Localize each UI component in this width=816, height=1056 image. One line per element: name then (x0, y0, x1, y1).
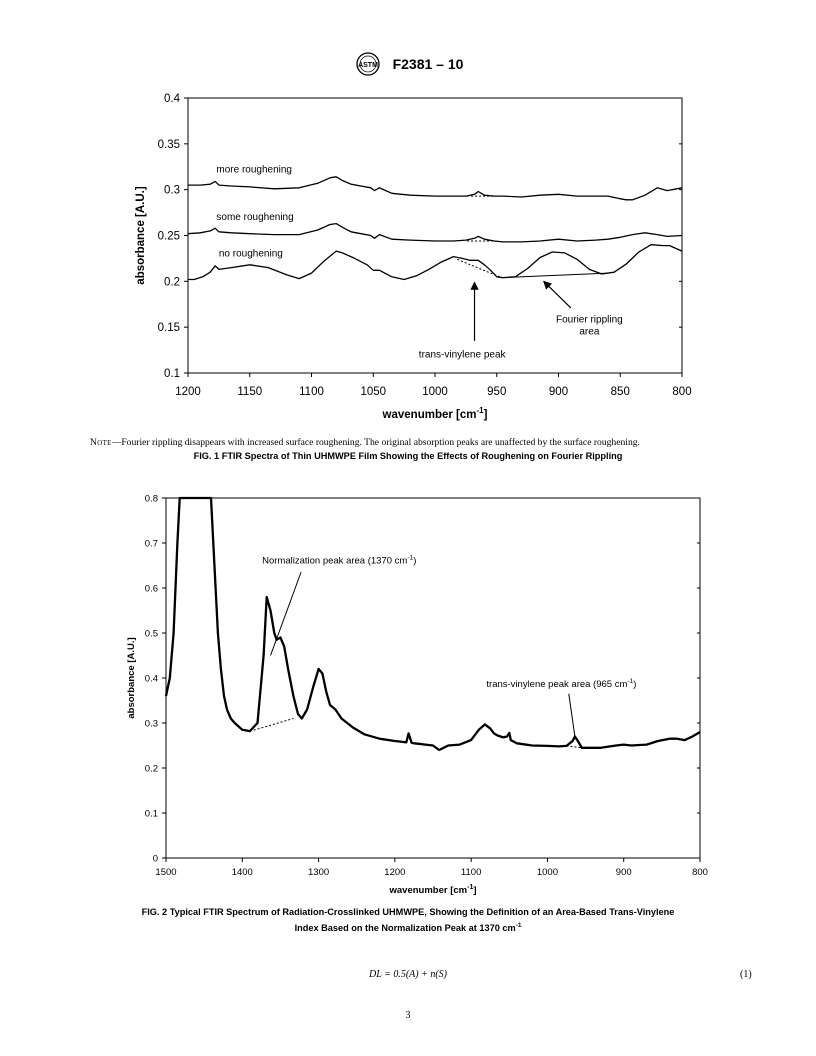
series-line-1 (188, 177, 682, 200)
page-header (0, 52, 816, 76)
y-tick-label: 0.1 (164, 368, 180, 381)
leader-trans-vinylene (569, 694, 575, 737)
y-tick-label: 0.25 (157, 230, 180, 243)
x-tick-label: 1100 (460, 867, 482, 878)
x-tick-label: 1200 (384, 867, 406, 878)
figure2-chart (120, 490, 720, 900)
dashed-baseline (457, 259, 501, 277)
x-tick-label: 1500 (155, 867, 177, 878)
label-no-roughening: no roughening (218, 248, 283, 260)
x-tick-label: 1400 (231, 867, 253, 878)
figure2-caption-line2: Index Based on the Normalization Peak at 1370 cm (294, 923, 516, 934)
y-tick-label: 0.2 (164, 276, 180, 289)
series-line-1 (166, 498, 700, 750)
dashed-baseline-trans (567, 746, 582, 748)
label-some-roughening: some roughening (216, 211, 294, 223)
note-label: Note (90, 437, 112, 448)
y-tick-label: 0.3 (164, 184, 180, 197)
x-tick-label: 1300 (308, 867, 330, 878)
label-more-roughening: more roughening (216, 164, 293, 176)
y-tick-label: 0.3 (144, 718, 158, 730)
y-tick-label: 0.35 (157, 138, 180, 151)
x-tick-label: 1050 (360, 386, 387, 398)
label-trans-vinylene-peak: trans-vinylene peak (418, 349, 506, 361)
y-tick-label: 0.6 (144, 583, 158, 595)
series-line-2 (188, 224, 682, 242)
plot-frame (188, 98, 682, 373)
x-tick-label: 900 (615, 867, 632, 878)
figure2-x-axis-label: wavenumber $[cm^{-1}]$ (389, 884, 477, 896)
equation: DL = 0.5(A) + n(S) (368, 969, 448, 980)
figure2-series (166, 498, 700, 750)
figure2-axes (166, 498, 700, 858)
equation-number: (1) (740, 969, 752, 980)
y-tick-label: 0.8 (144, 493, 158, 505)
y-tick-label: 0.7 (144, 538, 158, 550)
label-normalization-peak-area: Normalization peak area (1370 $cm^{-1}$) (262, 554, 417, 567)
x-tick-label: 800 (692, 867, 708, 878)
figure1-note (90, 437, 750, 448)
x-tick-label: 1100 (299, 386, 324, 398)
astm-logo (353, 52, 383, 76)
y-tick-label: 0.1 (144, 808, 158, 820)
dashed-baseline-normalization (254, 719, 294, 731)
figure1-annotations (216, 164, 622, 360)
y-tick-label: 0.5 (144, 628, 158, 640)
document-id: F2381 – 10 (392, 56, 464, 72)
figure1-x-axis-label: wavenumber $[cm^{-1}]$ (382, 406, 488, 421)
leader-normalization (271, 572, 302, 655)
y-tick-label: 0.4 (144, 673, 158, 685)
x-tick-label: 800 (672, 386, 692, 398)
figure2-caption-line1: FIG. 2 Typical FTIR Spectrum of Radiation-Crosslinked UHMWPE, Showing the Definition of an Area-Based Trans-Vinylene (141, 907, 675, 917)
label-fourier-rippling-line1: Fourier rippling (556, 314, 623, 326)
x-tick-label: 1200 (175, 386, 201, 398)
figure1-axes (188, 98, 682, 373)
label-fourier-rippling-line2: area (579, 326, 600, 338)
x-tick-label: 900 (548, 386, 569, 398)
page-number: 3 (405, 1010, 411, 1021)
plot-frame (166, 498, 700, 858)
x-tick-label: 1000 (422, 386, 448, 398)
figure2-caption-sup: -1 (515, 922, 522, 929)
figure1-series (188, 177, 682, 280)
figure1-caption: FIG. 1 FTIR Spectra of Thin UHMWPE Film Showing the Effects of Roughening on Fourier Rippling (193, 451, 623, 461)
x-tick-label: 850 (610, 386, 630, 398)
y-tick-label: 0 (152, 853, 158, 865)
x-tick-label: 950 (487, 386, 507, 398)
x-tick-label: 1150 (237, 386, 263, 398)
y-tick-label: 0.4 (164, 93, 180, 106)
figure1-chart (120, 88, 720, 428)
x-tick-label: 1000 (536, 867, 558, 878)
note-text: —Fourier rippling disappears with increased surface roughening. The original absorption peaks are unaffected by the surface roughening. (111, 437, 640, 448)
figure1-y-axis-label: absorbance [A.U.] (135, 186, 147, 285)
figure2-annotations (254, 554, 637, 747)
figure2-caption (60, 905, 756, 935)
figure2-y-axis-label: absorbance [A.U.] (126, 637, 137, 719)
y-tick-label: 0.2 (144, 763, 158, 775)
logo-text: ASTM (357, 62, 378, 69)
arrow-fourier-rippling (544, 281, 571, 308)
y-tick-label: 0.15 (157, 322, 180, 335)
label-trans-vinylene-peak-area: trans-vinylene peak area (965 $cm^{-1}$) (486, 678, 637, 690)
